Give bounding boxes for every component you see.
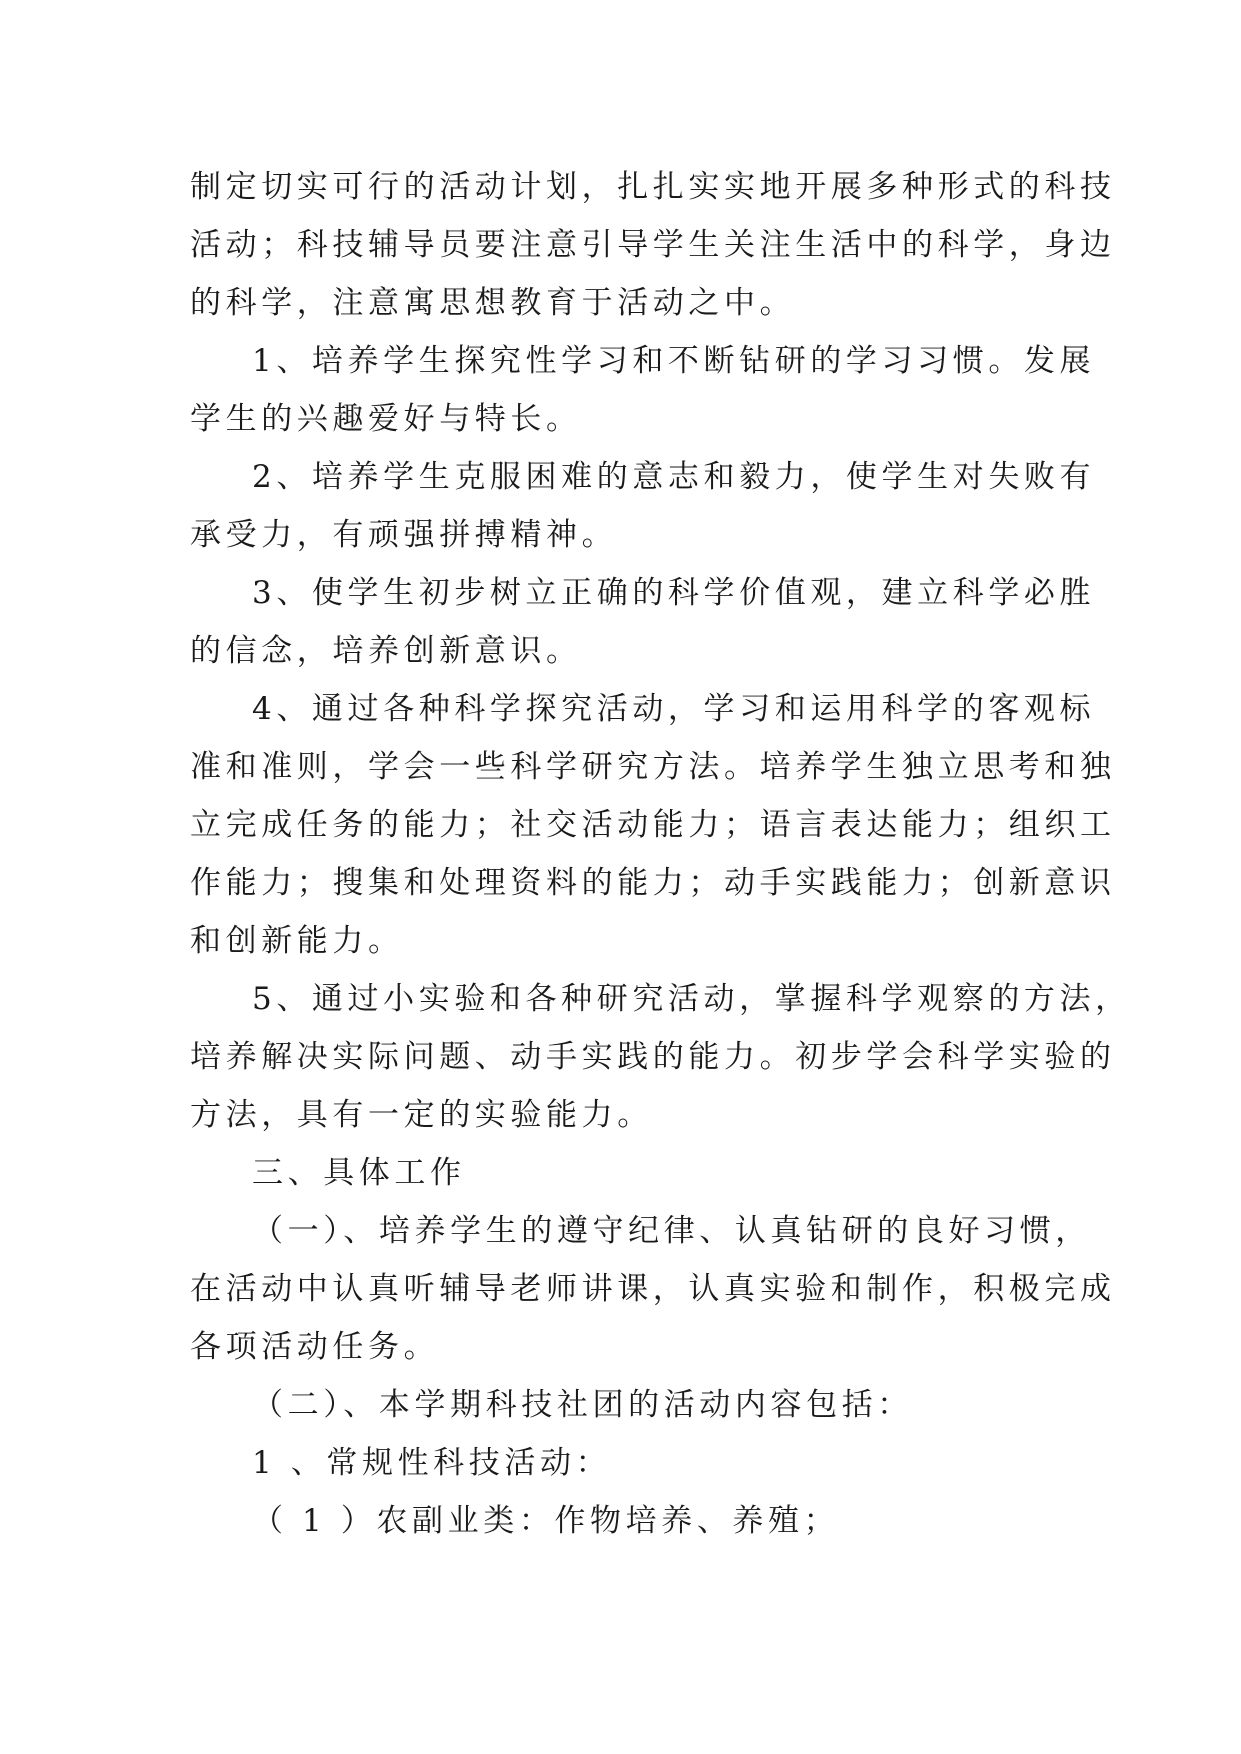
text-line: 4、通过各种科学探究活动，学习和运用科学的客观标 xyxy=(252,691,1096,727)
text-line: 的信念，培养创新意识。 xyxy=(190,633,582,669)
text-line: （二）、本学期科技社团的活动内容包括： xyxy=(252,1387,913,1423)
text-line: 在活动中认真听辅导老师讲课，认真实验和制作，积极完成 xyxy=(190,1271,1116,1307)
text-line: 2、培养学生克服困难的意志和毅力，使学生对失败有 xyxy=(252,459,1096,495)
text-line: 1 、常规性科技活动： xyxy=(252,1445,612,1481)
text-line: 作能力；搜集和处理资料的能力；动手实践能力；创新意识 xyxy=(190,865,1116,901)
text-line: 三、具体工作 xyxy=(252,1155,466,1191)
text-line: （ 1 ）农副业类：作物培养、养殖； xyxy=(252,1503,840,1539)
text-line: 和创新能力。 xyxy=(190,923,404,959)
text-line: 1、培养学生探究性学习和不断钻研的学习习惯。发展 xyxy=(252,343,1096,379)
text-line: 培养解决实际问题、动手实践的能力。初步学会科学实验的 xyxy=(190,1039,1116,1075)
text-line: 制定切实可行的活动计划，扎扎实实地开展多种形式的科技 xyxy=(190,169,1116,205)
text-line: 各项活动任务。 xyxy=(190,1329,440,1365)
text-line: 5、通过小实验和各种研究活动，掌握科学观察的方法， xyxy=(252,981,1131,1017)
text-line: 方法，具有一定的实验能力。 xyxy=(190,1097,653,1133)
text-line: 3、使学生初步树立正确的科学价值观，建立科学必胜 xyxy=(252,575,1096,611)
text-line: 活动；科技辅导员要注意引导学生关注生活中的科学，身边 xyxy=(190,227,1116,263)
text-line: 的科学，注意寓思想教育于活动之中。 xyxy=(190,285,796,321)
document-body xyxy=(190,158,1131,1550)
text-line: 准和准则，学会一些科学研究方法。培养学生独立思考和独 xyxy=(190,749,1116,785)
text-line: 承受力，有顽强拼搏精神。 xyxy=(190,517,618,553)
text-line: （一）、培养学生的遵守纪律、认真钻研的良好习惯， xyxy=(252,1213,1091,1249)
text-line: 立完成任务的能力；社交活动能力；语言表达能力；组织工 xyxy=(190,807,1116,843)
text-line: 学生的兴趣爱好与特长。 xyxy=(190,401,582,437)
